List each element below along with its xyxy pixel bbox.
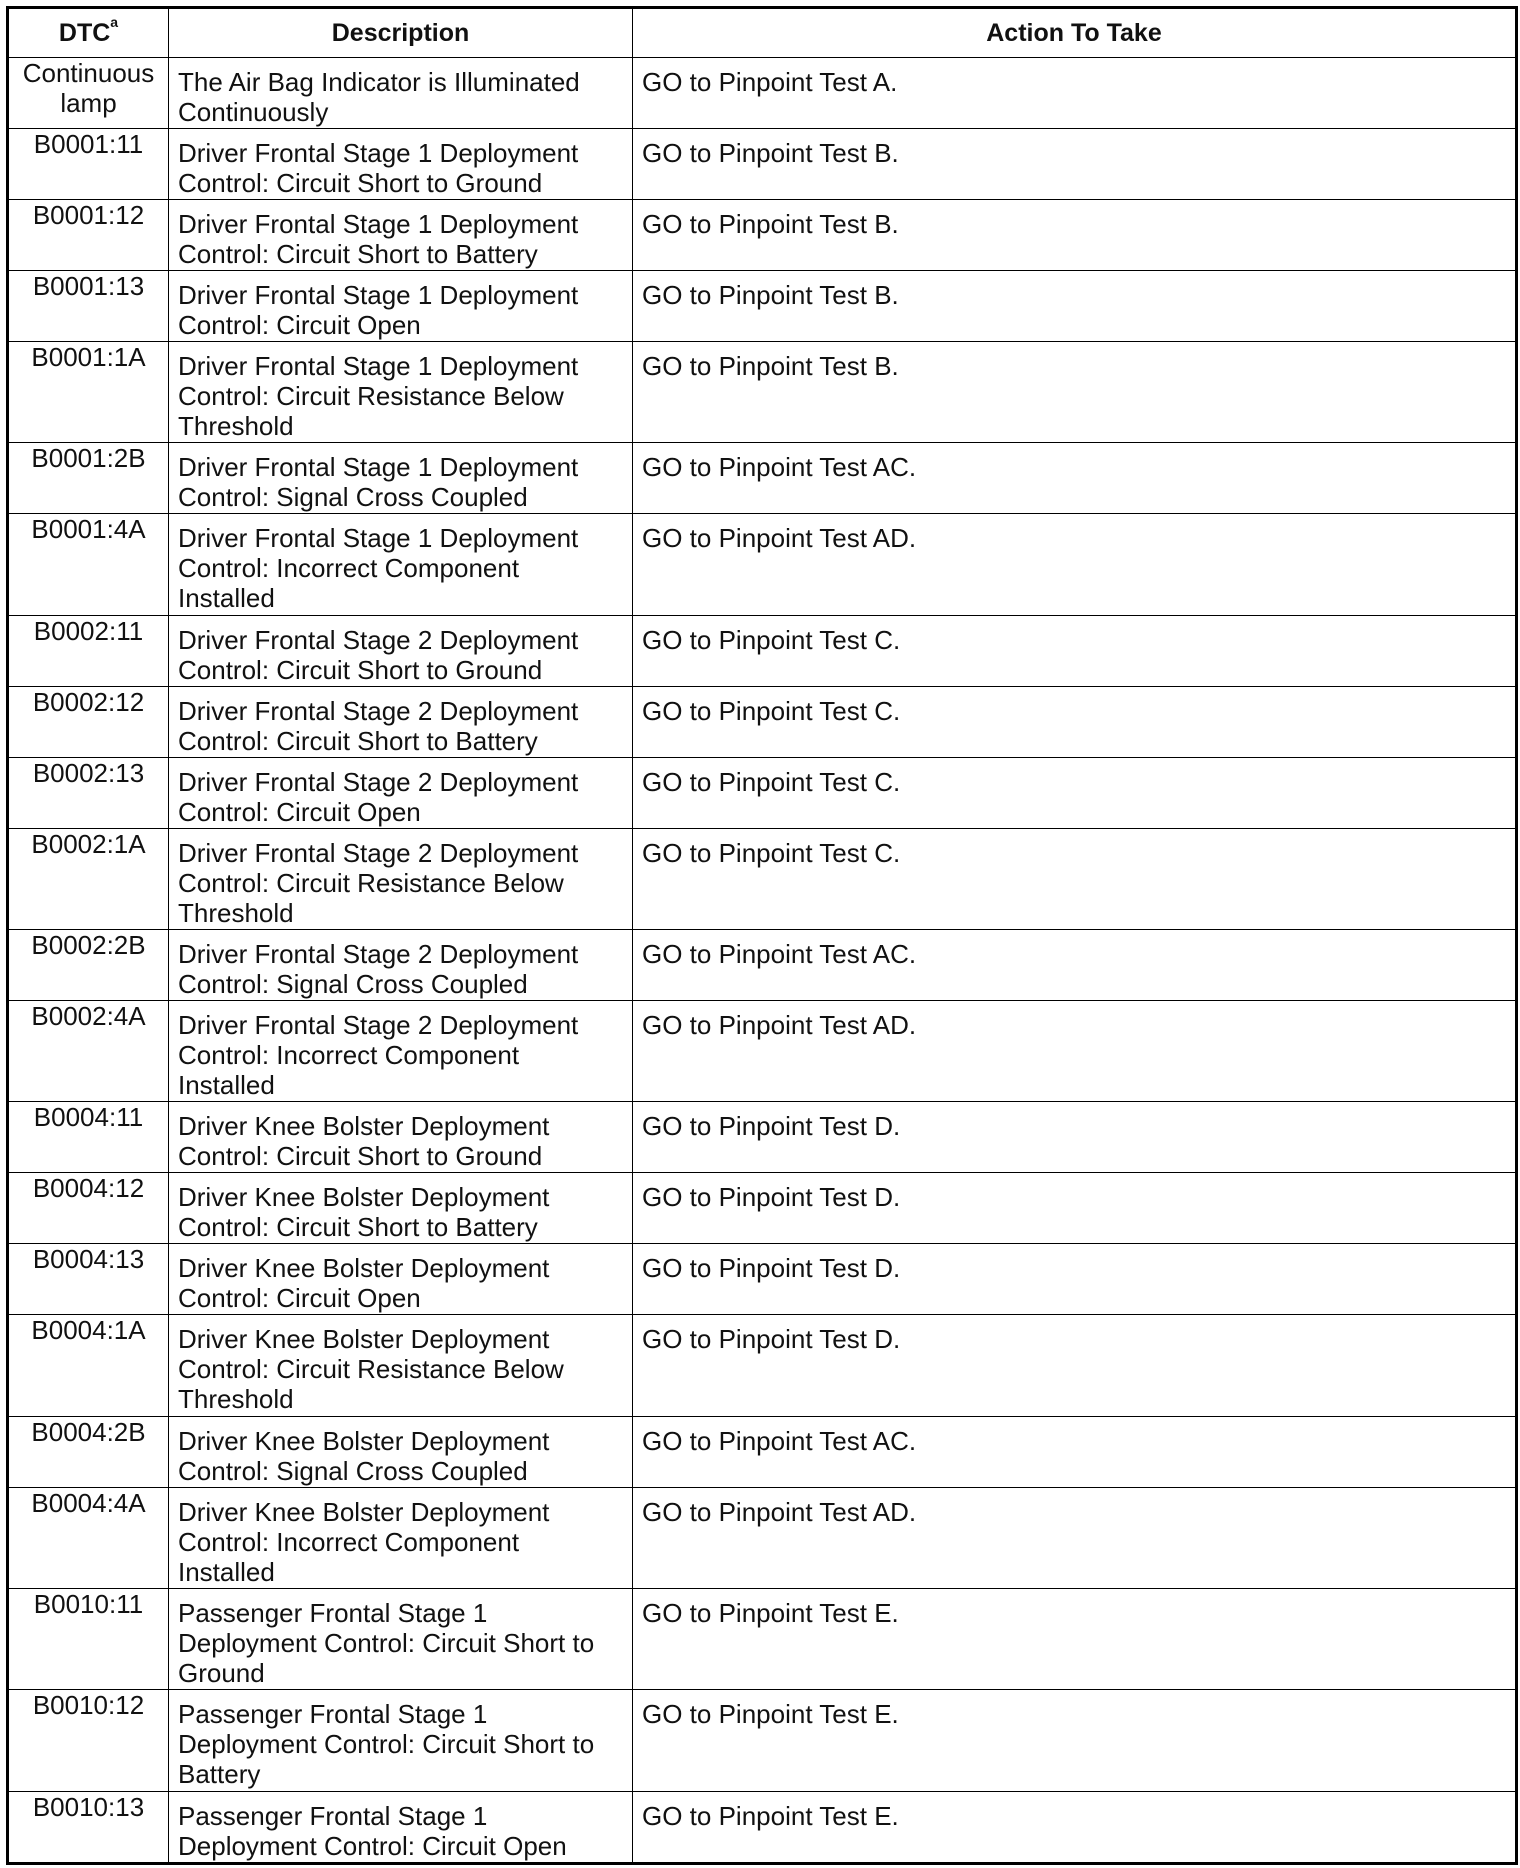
table-row (8, 199, 1517, 270)
action-cell: GO to Pinpoint Test B. (633, 128, 1517, 199)
description-cell: Driver Frontal Stage 1 Deployment Control: Circuit Short to Battery (169, 199, 633, 270)
table-row (8, 1244, 1517, 1315)
description-cell: Driver Frontal Stage 2 Deployment Control: Signal Cross Coupled (169, 929, 633, 1000)
dtc-code-cell: B0002:1A (8, 828, 169, 929)
action-cell: GO to Pinpoint Test B. (633, 341, 1517, 442)
description-cell: Driver Knee Bolster Deployment Control: Circuit Short to Ground (169, 1102, 633, 1173)
table-row (8, 757, 1517, 828)
description-cell: The Air Bag Indicator is Illuminated Continuously (169, 58, 633, 129)
header-action: Action To Take (633, 8, 1517, 58)
table-row (8, 929, 1517, 1000)
dtc-code-cell: B0004:1A (8, 1315, 169, 1416)
description-cell: Driver Frontal Stage 1 Deployment Control: Signal Cross Coupled (169, 443, 633, 514)
table-row (8, 828, 1517, 929)
action-cell: GO to Pinpoint Test D. (633, 1244, 1517, 1315)
dtc-footnote-marker: a (110, 14, 119, 30)
action-cell: GO to Pinpoint Test AC. (633, 443, 1517, 514)
description-cell: Driver Knee Bolster Deployment Control: Circuit Resistance Below Threshold (169, 1315, 633, 1416)
header-row (8, 8, 1517, 58)
description-cell: Passenger Frontal Stage 1 Deployment Control: Circuit Short to Ground (169, 1588, 633, 1689)
dtc-code-cell: B0010:13 (8, 1791, 169, 1863)
action-cell: GO to Pinpoint Test AD. (633, 514, 1517, 615)
table-row (8, 443, 1517, 514)
table-row (8, 58, 1517, 129)
description-cell: Passenger Frontal Stage 1 Deployment Control: Circuit Short to Battery (169, 1690, 633, 1791)
table-row (8, 1173, 1517, 1244)
description-cell: Driver Frontal Stage 2 Deployment Control: Circuit Short to Ground (169, 615, 633, 686)
dtc-code-cell: B0002:2B (8, 929, 169, 1000)
dtc-table-body (8, 58, 1517, 1864)
action-cell: GO to Pinpoint Test C. (633, 757, 1517, 828)
dtc-code-cell: B0004:4A (8, 1487, 169, 1588)
dtc-code-cell: B0004:13 (8, 1244, 169, 1315)
description-cell: Driver Frontal Stage 2 Deployment Control: Circuit Open (169, 757, 633, 828)
dtc-code-cell: B0010:11 (8, 1588, 169, 1689)
action-cell: GO to Pinpoint Test C. (633, 828, 1517, 929)
dtc-code-cell: B0002:4A (8, 1000, 169, 1101)
dtc-code-cell: B0002:11 (8, 615, 169, 686)
table-row (8, 1791, 1517, 1863)
description-cell: Driver Frontal Stage 1 Deployment Control: Circuit Open (169, 270, 633, 341)
description-cell: Driver Knee Bolster Deployment Control: Incorrect Component Installed (169, 1487, 633, 1588)
description-cell: Driver Knee Bolster Deployment Control: Circuit Short to Battery (169, 1173, 633, 1244)
dtc-code-cell: B0004:11 (8, 1102, 169, 1173)
header-dtc: DTC$^a$ (8, 8, 169, 58)
table-row (8, 514, 1517, 615)
table-row (8, 1588, 1517, 1689)
description-cell: Driver Frontal Stage 1 Deployment Control: Circuit Resistance Below Threshold (169, 341, 633, 442)
action-cell: GO to Pinpoint Test E. (633, 1690, 1517, 1791)
dtc-code-cell: Continuous lamp (8, 58, 169, 129)
header-description: Description (169, 8, 633, 58)
table-row (8, 1102, 1517, 1173)
dtc-code-cell: B0004:2B (8, 1416, 169, 1487)
description-cell: Driver Frontal Stage 2 Deployment Control: Incorrect Component Installed (169, 1000, 633, 1101)
action-cell: GO to Pinpoint Test C. (633, 615, 1517, 686)
table-row (8, 1690, 1517, 1791)
dtc-code-cell: B0001:12 (8, 199, 169, 270)
table-row (8, 615, 1517, 686)
dtc-code-cell: B0002:13 (8, 757, 169, 828)
action-cell: GO to Pinpoint Test D. (633, 1173, 1517, 1244)
description-cell: Driver Frontal Stage 2 Deployment Control: Circuit Short to Battery (169, 686, 633, 757)
action-cell: GO to Pinpoint Test AC. (633, 1416, 1517, 1487)
dtc-code-cell: B0010:12 (8, 1690, 169, 1791)
action-cell: GO to Pinpoint Test AD. (633, 1487, 1517, 1588)
description-cell: Driver Knee Bolster Deployment Control: Signal Cross Coupled (169, 1416, 633, 1487)
action-cell: GO to Pinpoint Test D. (633, 1102, 1517, 1173)
dtc-code-cell: B0001:13 (8, 270, 169, 341)
table-row (8, 270, 1517, 341)
dtc-table (6, 6, 1518, 1865)
table-row (8, 341, 1517, 442)
description-cell: Passenger Frontal Stage 1 Deployment Control: Circuit Open (169, 1791, 633, 1863)
description-cell: Driver Frontal Stage 1 Deployment Control: Circuit Short to Ground (169, 128, 633, 199)
action-cell: GO to Pinpoint Test A. (633, 58, 1517, 129)
table-row (8, 686, 1517, 757)
description-cell: Driver Knee Bolster Deployment Control: Circuit Open (169, 1244, 633, 1315)
action-cell: GO to Pinpoint Test C. (633, 686, 1517, 757)
dtc-code-cell: B0001:2B (8, 443, 169, 514)
description-cell: Driver Frontal Stage 1 Deployment Control: Incorrect Component Installed (169, 514, 633, 615)
dtc-code-cell: B0002:12 (8, 686, 169, 757)
action-cell: GO to Pinpoint Test E. (633, 1791, 1517, 1863)
action-cell: GO to Pinpoint Test B. (633, 199, 1517, 270)
description-cell: Driver Frontal Stage 2 Deployment Control: Circuit Resistance Below Threshold (169, 828, 633, 929)
action-cell: GO to Pinpoint Test AD. (633, 1000, 1517, 1101)
table-row (8, 1416, 1517, 1487)
action-cell: GO to Pinpoint Test E. (633, 1588, 1517, 1689)
action-cell: GO to Pinpoint Test D. (633, 1315, 1517, 1416)
table-row (8, 1487, 1517, 1588)
table-row (8, 128, 1517, 199)
action-cell: GO to Pinpoint Test AC. (633, 929, 1517, 1000)
dtc-code-cell: B0001:11 (8, 128, 169, 199)
table-row (8, 1000, 1517, 1101)
dtc-code-cell: B0001:4A (8, 514, 169, 615)
action-cell: GO to Pinpoint Test B. (633, 270, 1517, 341)
dtc-code-cell: B0001:1A (8, 341, 169, 442)
table-row (8, 1315, 1517, 1416)
dtc-code-cell: B0004:12 (8, 1173, 169, 1244)
